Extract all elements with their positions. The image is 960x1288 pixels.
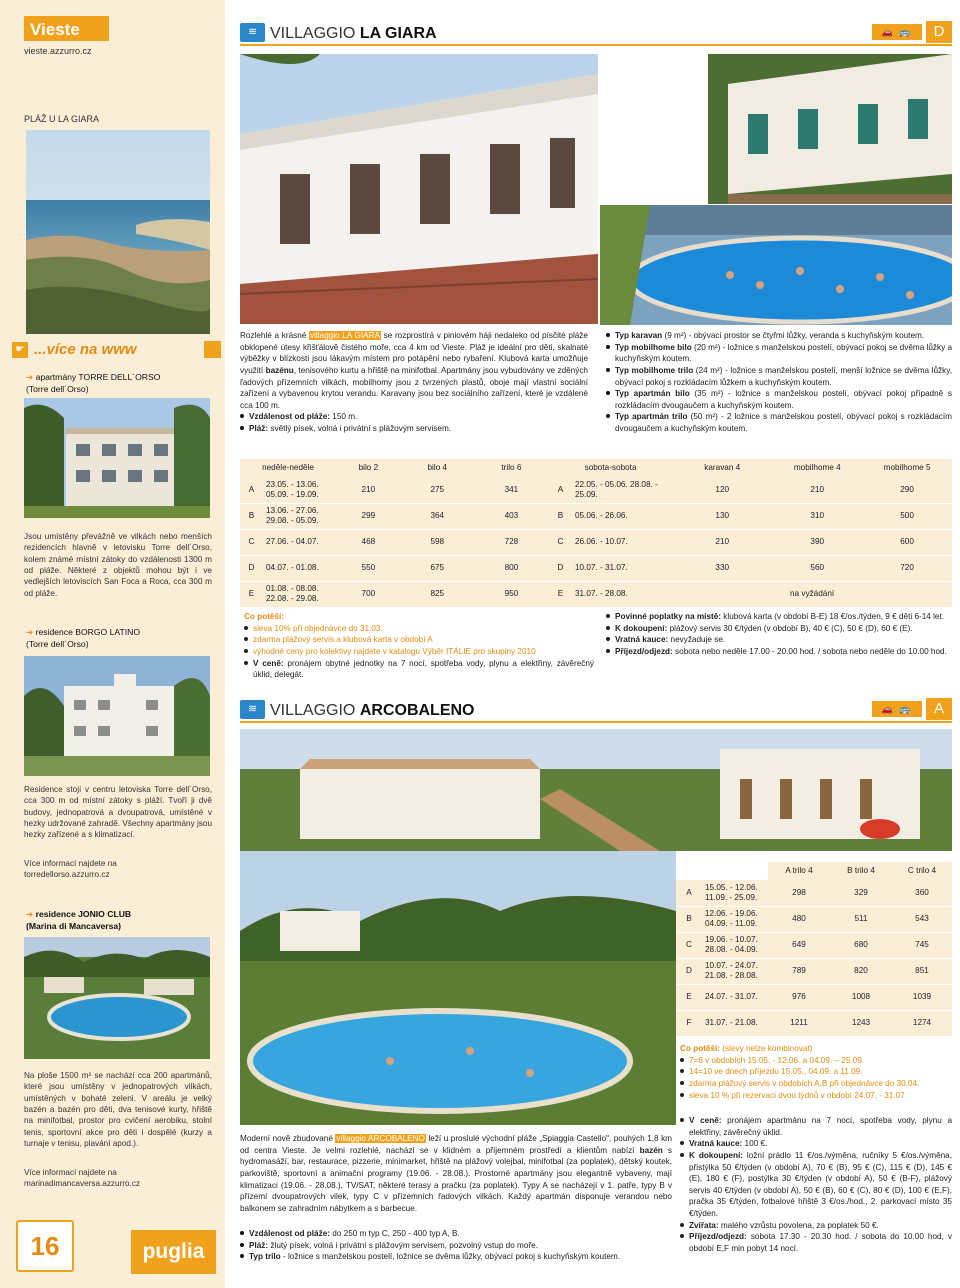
date-range: 15.05. - 12.06. 11.09. - 25.09. <box>702 880 768 906</box>
jonio-photo <box>24 937 210 1059</box>
season-letter: C <box>240 529 263 555</box>
price-cell: 210 <box>336 477 401 503</box>
col-header: sobota-sobota <box>549 459 672 477</box>
giara-beach-value: světlý písek, volná i privátní s plážovým servisem. <box>268 424 452 434</box>
price-cell: 1274 <box>892 1010 952 1036</box>
table-row <box>676 932 952 958</box>
season-letter: A <box>240 477 263 503</box>
giara-bonus-heading: Co potěší: <box>244 612 285 621</box>
type-label: Typ apartmán bilo <box>615 389 690 399</box>
note-label: K dokoupení: <box>615 623 668 633</box>
price-cell: 649 <box>768 932 830 958</box>
fact-text: do 250 m typ C, 250 - 400 typ A, B. <box>329 1229 460 1238</box>
note-item <box>606 646 952 658</box>
giara-notes <box>606 611 952 658</box>
giara-intro-a: Rozlehlé a krásné <box>240 331 307 340</box>
arco-intro <box>240 1133 672 1214</box>
bonus-heading-label: Co potěší: <box>680 1044 721 1053</box>
giara-intro-highlight: villaggio LA GIARA <box>310 331 380 340</box>
price-cell: 330 <box>672 555 772 581</box>
borgo-text: Residence stojí v centru letoviska Torre dell´Orso, cca 300 m od místní zátoky s pláží. Tvoří ji dvě budovy, jednopatrová a dvoupatrová, umístěné v hezky udržované zahradě. Všechny apartmány jsou hezky zařízené a s klimatizací. <box>24 785 212 840</box>
borgo-heading[interactable] <box>26 627 140 650</box>
giara-type-item <box>606 342 952 365</box>
bonus-item: 7=6 v obdobích 15.05. - 12.06. a 04.09. – 25.09. <box>680 1055 952 1067</box>
price-cell: 675 <box>401 555 474 581</box>
date-range: 12.06. - 19.06. 04.09. - 11.09. <box>702 906 768 932</box>
note-text: sobota nebo neděle 17.00 - 20.00 hod. / sobota nebo neděle do 10.00 hod. <box>672 646 947 656</box>
fact-label: Typ trilo <box>249 1252 281 1262</box>
bonus-item: výhodné ceny pro kolektivy najdete v katalogu Výběr ITÁLIE pro skupiny 2010 <box>244 646 594 658</box>
col-header: trilo 6 <box>474 459 549 477</box>
arco-photo-pool <box>240 851 676 1125</box>
date-range: 04.07. - 01.08. <box>263 555 336 581</box>
arco-category-badge: A <box>926 698 952 720</box>
arco-title-name: ARCOBALENO <box>359 702 475 719</box>
giara-photo-villa <box>708 54 952 204</box>
col-header: neděle-neděle <box>240 459 336 477</box>
giara-bonus <box>244 611 594 681</box>
price-cell: 364 <box>401 503 474 529</box>
giara-title-name: LA GIARA <box>359 25 437 42</box>
table-row <box>240 581 952 607</box>
bonus-heading-note: (slevy nelze kombinovat) <box>720 1044 813 1053</box>
note-label: Příjezd/odjezd: <box>689 1232 747 1242</box>
price-cell: 550 <box>336 555 401 581</box>
includes-text: pronájem obytné jednotky na 7 nocí, spotřeba vody, plynu a elektřiny, závěrečný úklid, delegát. <box>253 658 595 680</box>
torre-text: Jsou umístěny převážně ve vilkách nebo menších rezidencích hlavně v letovisku Torre dell´Orso, kolem známé místní zátoky do vzdálenosti 1300 m od pláže. Některé z objektů mohou být i ve vedlejších letoviscích San Foca a Roca, cca 300 m od pláže. <box>24 532 212 598</box>
col-header: mobilhome 4 <box>772 459 862 477</box>
col-header: mobilhome 5 <box>862 459 952 477</box>
jonio-location: (Marina di Mancaversa) <box>26 920 122 931</box>
season-letter: E <box>676 984 702 1010</box>
table-row <box>676 984 952 1010</box>
price-cell: 390 <box>772 529 862 555</box>
torre-location: (Torre dell´Orso) <box>26 383 89 394</box>
note-text: malého vzrůstu povolena, za poplatek 50 €. <box>718 1220 879 1230</box>
note-label: V ceně: <box>689 1116 722 1125</box>
table-row <box>240 477 952 503</box>
torre-title: apartmány TORRE DELL´ORSO <box>35 372 161 382</box>
note-item <box>680 1220 952 1232</box>
note-item <box>680 1231 952 1254</box>
price-cell: 543 <box>892 906 952 932</box>
price-cell: 299 <box>336 503 401 529</box>
price-cell: 720 <box>862 555 952 581</box>
price-cell: 480 <box>768 906 830 932</box>
col-header: A trilo 4 <box>768 862 830 880</box>
giara-category-badge: D <box>926 21 952 43</box>
arco-intro-pool: bazén <box>639 1145 663 1155</box>
season-letter: C <box>676 932 702 958</box>
table-row <box>676 1010 952 1036</box>
more-www-label: ...více na www <box>34 341 137 358</box>
price-cell: 1211 <box>768 1010 830 1036</box>
type-label: Typ mobilhome trilo <box>615 365 694 375</box>
jonio-more <box>24 1167 212 1190</box>
price-cell: 1008 <box>830 984 892 1010</box>
note-text: klubová karta (v období B-E) 18 €/os./týden, 9 € děti 6-14 let. <box>721 612 945 621</box>
price-cell: 728 <box>474 529 549 555</box>
fact-label: Pláž: <box>249 1240 269 1250</box>
arrow-icon: ➔ <box>26 372 34 382</box>
type-text: (24 m²) - ložnice s manželskou postelí, menší ložnice se dvěma lůžky, obývací pokoj s rozkládacím lůžkem a kuchyňským koutem. <box>615 365 952 387</box>
price-cell: 341 <box>474 477 549 503</box>
brand-url[interactable]: vieste.azzurro.cz <box>24 46 92 56</box>
date-range: 27.06. - 04.07. <box>263 529 336 555</box>
note-text: sobota 17.30 - 20.30 hod. / sobota do 10.00 hod, v období E,F min pobyt 14 nocí. <box>689 1232 952 1254</box>
bonus-item: 14=10 ve dnech příjezdu 15.05., 04.09. a 11.09. <box>680 1066 952 1078</box>
col-header: karavan 4 <box>672 459 772 477</box>
price-cell: 851 <box>892 958 952 984</box>
price-cell: 275 <box>401 477 474 503</box>
beach-icon: ≋ <box>240 23 265 42</box>
season-letter: D <box>676 958 702 984</box>
table-header-row <box>240 459 952 477</box>
price-cell: 120 <box>672 477 772 503</box>
fact-item <box>240 1228 672 1240</box>
col-header: B trilo 4 <box>830 862 892 880</box>
fact-text: - ložnice s manželskou postelí, ložnice se dvěma lůžky, obývací pokoj s kuchyňským koutem. <box>280 1252 621 1262</box>
season-letter: B <box>676 906 702 932</box>
note-item <box>680 1115 952 1138</box>
transport-icons: 🚗 🚌 <box>872 701 922 717</box>
arco-intro-b: leží u proslulé východní pláže „Spiaggia Castello", pouhých 1,8 km od centra Vieste. Je velmi rozlehlé, nachází se v klidném a příjemném prostředí a klientům nabízí <box>240 1134 673 1155</box>
note-label: Vratná kauce: <box>615 635 669 645</box>
arco-title <box>270 700 475 721</box>
date-range: 10.07. - 31.07. <box>572 555 672 581</box>
date-range: 26.06. - 10.07. <box>572 529 672 555</box>
giara-title-bar <box>240 20 952 46</box>
price-cell: 950 <box>474 581 549 607</box>
giara-title-prefix: VILLAGGIO <box>270 25 356 42</box>
jonio-text: Na ploše 1500 m² se nachází cca 200 apartmánů, které jsou umístěny v jednopatrových vilkách, umístěných v bohaté zeleni. V areálu je velký bazén a bazén pro děti, dva tenisové kurty, hřiště na minifotbal, prostor pro cvičení aerobiku, stolní tenis, sportovní akce pro děti i dospělé (kurzy a turnaje v tenisu, plavání apod.). <box>24 1071 212 1148</box>
season-letter: D <box>549 555 572 581</box>
giara-intro-b: se rozprostírá v piniovém háji nedaleko od písčité pláže obklopené útesy křišťálově čistého moře, cca 4 km od Vieste. Pláž je ideální pro děti, skalnaté výběžky v blízkosti jsou lákavým místem pro potápění nebo rybaření. Klubová karta umožňuje využití <box>240 331 588 375</box>
arco-price-table <box>676 862 952 1037</box>
price-cell: 825 <box>401 581 474 607</box>
price-cell: 329 <box>830 880 892 906</box>
borgo-more <box>24 858 212 881</box>
price-cell: 468 <box>336 529 401 555</box>
col-header: bilo 4 <box>401 459 474 477</box>
fact-item <box>240 1240 672 1252</box>
borgo-location: (Torre dell´Orso) <box>26 638 89 649</box>
price-cell: 745 <box>892 932 952 958</box>
giara-type-item <box>606 388 952 411</box>
arco-notes <box>680 1115 952 1255</box>
transport-icons: 🚗 🚌 <box>872 24 922 40</box>
season-letter: D <box>240 555 263 581</box>
region-label: puglia <box>131 1230 216 1274</box>
price-cell: 976 <box>768 984 830 1010</box>
price-cell: 500 <box>862 503 952 529</box>
giara-photo-bungalows <box>240 54 598 324</box>
page-number: 16 <box>16 1220 74 1272</box>
table-row <box>676 880 952 906</box>
note-text: pronájem apartmánu na 7 nocí, spotřeba vody, plynu a elektřiny, závěrečný úklid. <box>689 1116 953 1137</box>
bonus-item: zdarma plážový servis v obdobích A,B při objednávce do 30.04. <box>680 1078 952 1090</box>
season-letter: C <box>549 529 572 555</box>
borgo-title: residence BORGO LATINO <box>35 627 141 637</box>
table-row <box>240 555 952 581</box>
jonio-url[interactable]: marinadimancaversa.azzurro.cz <box>24 1179 141 1189</box>
season-letter: F <box>676 1010 702 1036</box>
date-range: 22.05. - 05.06. 28.08. - 25.09. <box>572 477 672 503</box>
note-item <box>606 623 952 635</box>
table-row <box>240 529 952 555</box>
date-range: 01.08. - 08.08. 22.08. - 29.08. <box>263 581 336 607</box>
season-letter: A <box>676 880 702 906</box>
date-range: 05.06. - 26.06. <box>572 503 672 529</box>
giara-photo-pool <box>600 205 952 325</box>
beach-photo <box>26 130 210 334</box>
price-cell: 1039 <box>892 984 952 1010</box>
price-cell: 298 <box>768 880 830 906</box>
col-header: bilo 2 <box>336 459 401 477</box>
date-range: 24.07. - 31.07. <box>702 984 768 1010</box>
arco-bonus-heading <box>680 1043 952 1055</box>
price-cell: 210 <box>772 477 862 503</box>
giara-type-item <box>606 330 952 342</box>
arco-title-prefix: VILLAGGIO <box>270 702 356 719</box>
giara-price-table <box>240 459 952 608</box>
giara-type-item <box>606 411 952 434</box>
table-row <box>676 906 952 932</box>
price-cell: 600 <box>862 529 952 555</box>
price-cell: 680 <box>830 932 892 958</box>
giara-type-item <box>606 365 952 388</box>
price-cell: 403 <box>474 503 549 529</box>
date-range: 23.05. - 13.06. 05.09. - 19.09. <box>263 477 336 503</box>
borgo-url[interactable]: torredellorso.azzurro.cz <box>24 870 110 880</box>
note-item <box>606 611 952 623</box>
jonio-more-label: Více informací najdete na <box>24 1168 117 1177</box>
type-label: Typ mobilhome bilo <box>615 342 692 352</box>
giara-beach-label: Pláž: <box>249 424 269 434</box>
note-item <box>606 634 952 646</box>
type-text: (50 m²) - 2 ložnice s manželskou postelí, obývací pokoj s rozkládacím dvougaučem a kuchyňským koutem. <box>615 412 952 434</box>
price-cell: 130 <box>672 503 772 529</box>
price-cell: 800 <box>474 555 549 581</box>
note-label: Příjezd/odjezd: <box>615 646 673 656</box>
bonus-item: zdarma plážový servis a klubová karta v období A <box>244 634 594 646</box>
giara-title <box>270 23 437 44</box>
type-text: (20 m²) - ložnice s manželskou postelí, obývací pokoj se dvěma lůžky a kuchyňským koutem. <box>615 342 953 364</box>
empty-header <box>676 862 768 880</box>
price-cell: 210 <box>672 529 772 555</box>
giara-intro-pool: bazénu <box>265 365 294 375</box>
arrow-icon: ➔ <box>26 909 34 919</box>
giara-intro <box>240 330 588 435</box>
cursor-icon: ☛ <box>12 342 28 358</box>
on-request-cell: na vyžádání <box>672 581 952 607</box>
note-item <box>680 1150 952 1220</box>
note-label: Zvířata: <box>689 1220 719 1230</box>
season-letter: B <box>549 503 572 529</box>
jonio-title: residence JONIO CLUB <box>35 909 132 919</box>
price-cell: 789 <box>768 958 830 984</box>
beach-icon: ≋ <box>240 700 265 719</box>
price-cell: 598 <box>401 529 474 555</box>
date-range: 31.07. - 28.08. <box>572 581 672 607</box>
beach-photo-caption: PLÁŽ U LA GIARA <box>24 114 100 124</box>
arco-intro-c: s hydromasáží, bar, restaurace, pizzerie, minimarket, hřiště na plážový volejbal, minifotbal (za poplatek), dětský koutek, parkoviště, sportovní a animační programy (19.06. - 28.08.). Prostorné apartmány jsou elegantně vybaveny, mají klimatizaci (19.06. - 28.08.), TV/SAT, některé terasy a pračku (za poplatek). Typy A se nacházejí v 1. patře, typy B v přízemí dvoupatrových vilek, typy C v přízemních řadových vilkách. Každý apartmán disponuje verandou nebo balkonem se zahradním nábytkem a s barbecue. <box>240 1145 672 1213</box>
giara-price-includes <box>244 658 594 681</box>
note-item <box>680 1138 952 1150</box>
banner-square <box>204 341 221 358</box>
price-cell: 511 <box>830 906 892 932</box>
season-letter: E <box>240 581 263 607</box>
col-header: C trilo 4 <box>892 862 952 880</box>
price-cell: 290 <box>862 477 952 503</box>
price-cell: 820 <box>830 958 892 984</box>
giara-beach <box>240 423 588 435</box>
table-row <box>676 958 952 984</box>
note-label: Povinné poplatky na místě: <box>615 612 722 621</box>
date-range: 31.07. - 21.08. <box>702 1010 768 1036</box>
note-label: K dokoupení: <box>689 1150 743 1160</box>
type-label: Typ karavan <box>615 331 663 340</box>
fact-item <box>240 1251 672 1263</box>
jonio-heading[interactable] <box>26 909 131 932</box>
brand-header <box>0 0 225 80</box>
fact-label: Vzdálenost od pláže: <box>249 1229 330 1238</box>
price-cell: 360 <box>892 880 952 906</box>
arco-bonus <box>680 1043 952 1101</box>
date-range: 19.06. - 10.07. 28.08. - 04.09. <box>702 932 768 958</box>
more-www-banner[interactable] <box>0 337 225 363</box>
arco-facts <box>240 1228 672 1263</box>
brand-title: Vieste <box>24 16 109 41</box>
price-cell: 310 <box>772 503 862 529</box>
table-header-row <box>676 862 952 880</box>
arco-intro-a: Moderní nově zbudované <box>240 1134 333 1143</box>
arco-title-bar <box>240 697 952 723</box>
date-range: 10.07. - 24.07. 21.08. - 28.08. <box>702 958 768 984</box>
season-letter: A <box>549 477 572 503</box>
type-text: (35 m²) - ložnice s manželskou postelí, obývací pokoj případně s rozkládacím dvougaučem a kuchyňským koutem. <box>615 389 952 410</box>
torre-photo <box>24 398 210 518</box>
giara-distance-value: 150 m. <box>329 412 358 422</box>
arco-intro-highlight: villaggio ARCOBALENO <box>336 1134 425 1143</box>
fact-text: žlutý písek, volná i privátní s plážovým servisem, pozvolný vstup do moře. <box>268 1240 538 1250</box>
season-letter: E <box>549 581 572 607</box>
note-text: ložní prádlo 11 €/os./výměna, ručníky 5 €/os./výměna, přistýlka 50 €/týden (v období A), 70 € (B), 95 € (C), 115 € (D), 145 € (E), 180 € (F), postýlka 30 €/týden (v období A), 50 € (B-F), plážový servis 40 €/týden (v období A), 50 € (B), 60 € (C), 80 € (D), 100 € (E,F), pračka 35 €/týden, fotbalové hřiště 3 €/os./hod., 2. parkovací místo 35 €/týden. <box>689 1150 953 1219</box>
note-text: 100 €. <box>742 1139 768 1149</box>
note-label: Vratná kauce: <box>689 1139 743 1149</box>
price-cell: 1243 <box>830 1010 892 1036</box>
arco-photo-villas <box>240 729 952 851</box>
giara-types <box>606 330 952 435</box>
date-range: 13.06. - 27.06. 29.08. - 05.09. <box>263 503 336 529</box>
bonus-item: sleva 10 % při rezervaci dvou týdnů v období 24.07. - 31.07. <box>680 1090 952 1102</box>
price-cell: 700 <box>336 581 401 607</box>
note-text: nevyžaduje se. <box>668 635 726 645</box>
borgo-photo <box>24 656 210 776</box>
type-label: Typ apartmán trilo <box>615 412 688 422</box>
type-text: (9 m²) - obývací prostor se čtyřmi lůžky, veranda s kuchyňským koutem. <box>662 331 925 340</box>
bonus-item: sleva 10% při objednávce do 31.03. <box>244 623 594 635</box>
giara-intro-c: , tenisového kurtu a hřiště na minifotbal. Apartmány jsou vybudovány ve zděných řadových přízemních vilkách, mobilhomy jsou z tvrzených plastů, oboje mají vlastní sociální zařízení a vybavenou krytou verandu. Karavany jsou bez sociálního zařízení, které je vzdálené cca 100 m. <box>240 365 588 410</box>
season-letter: B <box>240 503 263 529</box>
torre-heading[interactable] <box>26 372 160 395</box>
borgo-more-label: Více informací najdete na <box>24 859 117 868</box>
giara-distance-label: Vzdálenost od pláže: <box>249 412 330 422</box>
giara-distance <box>240 411 588 423</box>
arrow-icon: ➔ <box>26 627 34 637</box>
note-text: plážový servis 30 €/týden (v období B), 40 € (C), 50 € (D), 60 € (E). <box>667 623 913 633</box>
table-row <box>240 503 952 529</box>
price-cell: 560 <box>772 555 862 581</box>
includes-label: V ceně: <box>253 658 284 668</box>
